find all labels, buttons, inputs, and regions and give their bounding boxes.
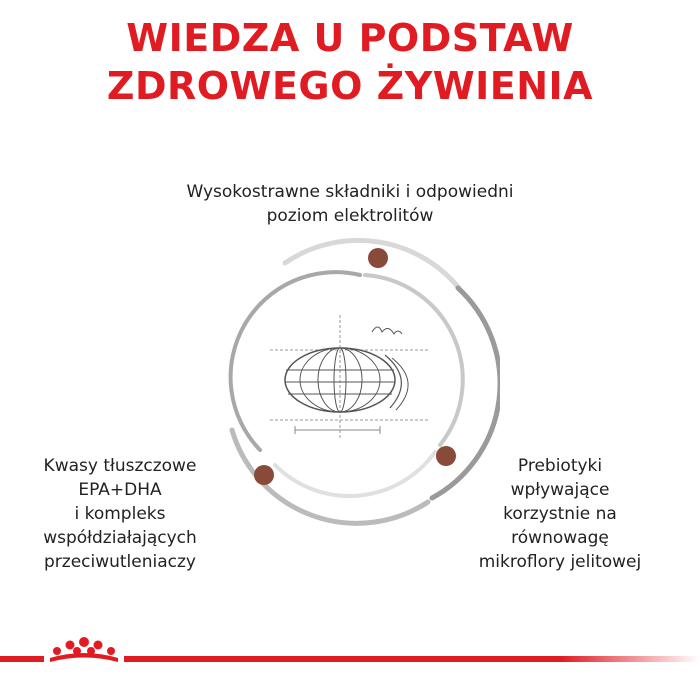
title-line-2: ZDROWEGO ŻYWIENIA [106, 64, 594, 108]
caption-right-line-2: wpływające [510, 480, 610, 500]
title-line-1: WIEDZA U PODSTAW [126, 16, 574, 60]
caption-left [10, 454, 230, 574]
dot-left [254, 465, 274, 485]
page-title [0, 14, 700, 110]
caption-left-line-4: współdziałających [43, 528, 197, 548]
caption-top-line-2: poziom elektrolitów [266, 206, 434, 226]
inner-ring [231, 272, 463, 496]
caption-right-line-5: mikroflory jelitowej [478, 552, 642, 572]
caption-right-line-1: Prebiotyki [517, 456, 603, 476]
caption-top [150, 180, 550, 228]
dot-right [436, 446, 456, 466]
caption-left-line-5: przeciwutleniaczy [43, 552, 196, 572]
inner-arc-right [365, 275, 463, 445]
kibble-sketch-icon [270, 315, 430, 440]
caption-left-line-1: Kwasy tłuszczowe [43, 456, 197, 476]
caption-right-line-4: równowagę [511, 528, 609, 548]
caption-right-line-3: korzystnie na [503, 504, 617, 524]
caption-right [455, 454, 665, 574]
royal-canin-crown-logo [44, 636, 124, 666]
caption-left-line-2: EPA+DHA [78, 480, 162, 500]
caption-top-line-1: Wysokostrawne składniki i odpowiedni [186, 182, 514, 202]
dot-top [368, 248, 388, 268]
caption-left-line-3: i kompleks [74, 504, 166, 524]
inner-arc-bottom [275, 452, 435, 496]
